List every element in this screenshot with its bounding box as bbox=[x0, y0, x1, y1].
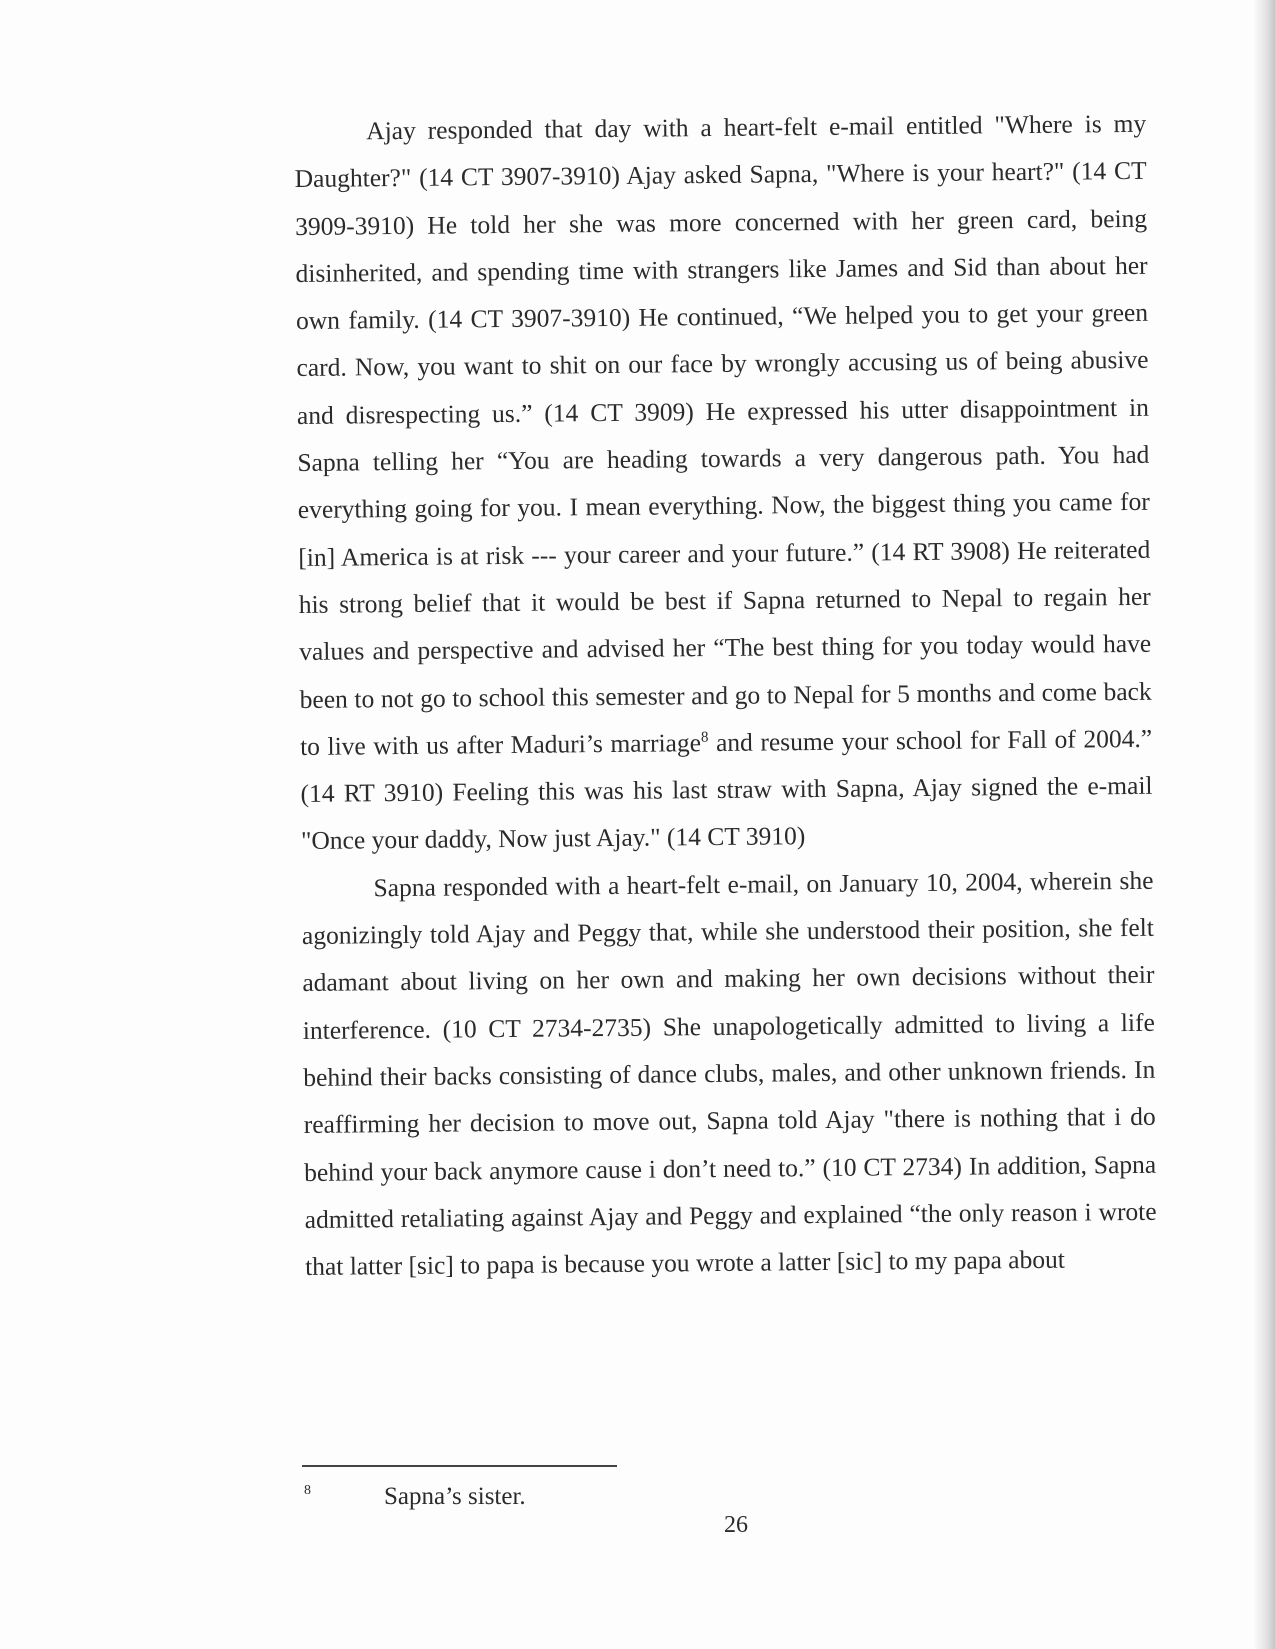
paragraph-1-text-before-footnote: Ajay responded that day with a heart-felt e-mail entitled "Where is my Daughter?" (14 CT 3907-3910) Ajay asked Sapna, "Where is your heart?" (14 CT 3909-3910) He told her she was more concerned with her green card, being disinherited, and spending time with strangers like James and Sid than about her own family. (14 CT 3907-3910) He continued, “We helped you to get your green card. Now, you want to shit on our face by wrongly accusing us of being abusive and disrespecting us.” (14 CT 3909) He expressed his utter disappointment in Sapna telling her “You are heading towards a very dangerous path. You had everything going for you. I mean everything. Now, the biggest thing you came for [in] America is at risk --- your career and your future.” (14 RT 3908) He reiterated his strong belief that it would be best if Sapna returned to Nepal to regain her values and perspective and advised her “The best thing for you today would have been to not go to school this semester and go to Nepal for 5 months and come back to live with us after Maduri’s marriage bbox=[294, 108, 1152, 761]
paragraph-2: Sapna responded with a heart-felt e-mail, on January 10, 2004, wherein she agonizingly told Ajay and Peggy that, while she understood their position, she felt adamant about living on her own and making her own decisions without their interference. (10 CT 2734-2735) She unapologetically admitted to living a life behind their backs consisting of dance clubs, males, and other unknown friends. In reaffirming her decision to move out, Sapna told Ajay "there is nothing that i do behind your back anymore cause i don’t need to.” (10 CT 2734) In addition, Sapna admitted retaliating against Ajay and Peggy and explained “the only reason i wrote that latter [sic] to papa is because you wrote a latter [sic] to my papa about bbox=[301, 865, 1157, 1282]
body-text bbox=[294, 100, 1157, 1291]
footnote-number: 8 bbox=[304, 1483, 311, 1498]
paragraph-1 bbox=[294, 100, 1153, 865]
paragraph-1-text-after-footnote: and resume your school for Fall of 2004.” (14 RT 3910) Feeling this was his last straw with Sapna, Ajay signed the e-mail "Once your daddy, Now just Ajay." (14 CT 3910) bbox=[300, 723, 1153, 856]
scan-edge-shadow bbox=[1253, 0, 1275, 1649]
footnote-text: Sapna’s sister. bbox=[384, 1483, 526, 1510]
page-number: 26 bbox=[724, 1512, 748, 1538]
footnote-reference: 8 bbox=[700, 729, 709, 746]
footnote-separator bbox=[302, 1465, 617, 1467]
